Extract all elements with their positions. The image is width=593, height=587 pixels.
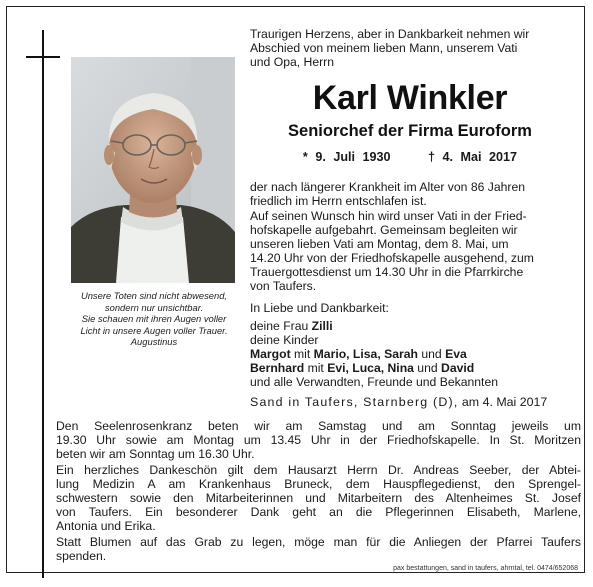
mourner-name: Zilli xyxy=(311,319,333,333)
quote-line: Licht in unsere Augen voller Trauer. xyxy=(80,324,228,336)
undertaker-footer: pax bestattungen, sand in taufers, ahrntal, tel. 0474/652068 xyxy=(393,565,578,572)
mourner-grandchild: David xyxy=(441,361,475,375)
place-date xyxy=(250,395,582,410)
mourner-child xyxy=(250,347,570,361)
place-names: Sand in Taufers, Starnberg (D), xyxy=(250,395,459,409)
quote-line: sondern nur unsichtbar. xyxy=(104,301,204,313)
text-line: schwestern sowie den Mitarbeiterinnen und Mitarbeitern des Altenheimes St. Josef xyxy=(56,491,581,505)
flowers-text xyxy=(56,535,581,563)
death-text xyxy=(250,180,570,208)
text-line: Den Seelenrosenkranz beten wir am Samstag und am Sonntag jeweils um xyxy=(56,419,581,433)
quote-block xyxy=(66,290,242,348)
text-line: unseren lieben Vati am Montag, dem 8. Mai, um xyxy=(250,237,509,251)
mourner-label: deine Frau xyxy=(250,319,312,333)
text-line: der nach längerer Krankheit im Alter von 86 Jahren xyxy=(250,180,526,194)
mourner-connector: und xyxy=(417,347,446,361)
children-label: deine Kinder xyxy=(250,333,319,347)
deceased-name: Karl Winkler xyxy=(312,79,508,117)
mourners-intro: In Liebe und Dankbarkeit: xyxy=(250,301,389,315)
quote-line: Sie schauen mit ihren Augen voller xyxy=(81,313,227,325)
mourner-connector: mit xyxy=(290,347,314,361)
rosary-text xyxy=(56,419,581,461)
text-line: Ein herzliches Dankeschön gilt dem Hausarzt Herrn Dr. Andreas Seeber, der Abtei- xyxy=(56,463,581,477)
text-line: von Taufers. Ein besonderer Dank geht an die Pflegerinnen Elisabeth, Marlene, xyxy=(56,505,581,519)
text-line: lung Medizin A am Krankenhaus Bruneck, dem Hauspflegedienst, den Sprengel- xyxy=(56,477,581,491)
intro-line: und Opa, Herrn xyxy=(250,55,335,69)
text-line: von Taufers. xyxy=(250,279,317,293)
mourner-grandchildren: Evi, Luca, Nina xyxy=(327,361,414,375)
mourner-name: Bernhard xyxy=(250,361,305,375)
intro-line: Abschied von meinem lieben Mann, unserem Vati xyxy=(250,41,518,55)
text-line: hofskapelle aufgebahrt. Gemeinsam begleiten wir xyxy=(250,223,518,237)
mourner-wife xyxy=(250,319,570,333)
mourner-name: Margot xyxy=(250,347,291,361)
mourner-grandchildren: Mario, Lisa, Sarah xyxy=(313,347,418,361)
mourner-connector: und xyxy=(413,361,442,375)
birth-date: * 9. Juli 1930 xyxy=(302,150,391,164)
mourner-grandchild: Eva xyxy=(445,347,467,361)
portrait-illustration xyxy=(71,57,235,283)
deceased-title: Seniorchef der Firma Euroform xyxy=(288,122,532,140)
intro-text xyxy=(250,27,570,69)
quote-author: Augustinus xyxy=(130,336,178,348)
mourner-child xyxy=(250,361,570,375)
cross-icon-bar xyxy=(26,56,60,58)
text-line: 14.20 Uhr von der Friedhofskapelle ausgehend, zum xyxy=(250,251,534,265)
mourners-others: und alle Verwandten, Freunde und Bekannten xyxy=(250,375,498,389)
text-line: Auf seinen Wunsch hin wird unser Vati in der Fried- xyxy=(250,209,527,223)
mourner-connector: mit xyxy=(304,361,328,375)
text-line: spenden. xyxy=(56,549,107,563)
text-line: beten wir am Sonntag um 16.30 Uhr. xyxy=(56,447,255,461)
thanks-text xyxy=(56,463,581,533)
text-line: 19.30 Uhr sowie am Montag um 13.45 Uhr in der Friedhofskapelle. In St. Moritzen xyxy=(56,433,581,447)
life-dates xyxy=(250,150,570,165)
funeral-text xyxy=(250,209,570,293)
quote-line: Unsere Toten sind nicht abwesend, xyxy=(80,290,228,301)
notice-date: am 4. Mai 2017 xyxy=(458,395,548,409)
portrait-photo xyxy=(71,57,235,283)
text-line: Statt Blumen auf das Grab zu legen, möge man für die Anliegen der Pfarrei Taufers xyxy=(56,535,581,549)
text-line: friedlich im Herrn entschlafen ist. xyxy=(250,194,427,208)
text-line: Trauergottesdienst um 14.30 Uhr in die Pfarrkirche xyxy=(250,265,524,279)
mourners-list xyxy=(250,301,570,389)
text-line: Antonia und Erika. xyxy=(56,519,156,533)
intro-line: Traurigen Herzens, aber in Dankbarkeit nehmen wir xyxy=(250,27,530,41)
cross-icon xyxy=(42,30,44,578)
death-date: † 4. Mai 2017 xyxy=(428,150,518,164)
